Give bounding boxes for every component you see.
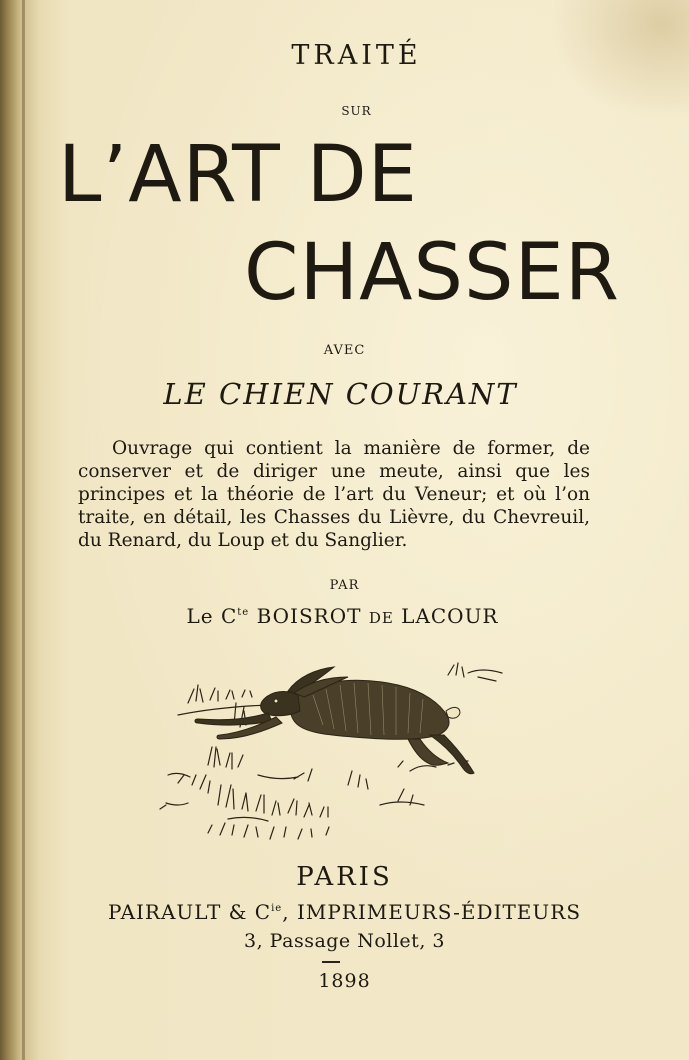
description-paragraph: Ouvrage qui contient la manière de former, de conserver et de diriger une meute, ainsi que les principes et la théorie de l’art du Veneur; et où l’on traite, en détail, les Chasses du Lièvre, du Chevreuil, du Renard, du Loup et du Sanglier.: [78, 438, 590, 551]
publication-year: 1898: [318, 970, 371, 992]
author-line: [0, 604, 687, 628]
author-prefix: Le C: [186, 604, 238, 628]
publisher-address: 3, Passage Nollet, 3: [244, 930, 445, 952]
by-label: PAR: [329, 578, 360, 593]
running-hare-engraving: [148, 655, 520, 845]
publisher-line: [0, 900, 689, 924]
publisher-role: , IMPRIMEURS-ÉDITEURS: [282, 900, 582, 924]
author-name: BOISROT: [256, 604, 362, 628]
title-art-de: L’ART DE: [58, 130, 418, 220]
city: PARIS: [296, 862, 393, 892]
author-prefix-sup: te: [237, 607, 250, 618]
title-sur: SUR: [341, 104, 372, 118]
title-chasser: CHASSER: [244, 228, 620, 318]
author-particle: DE: [368, 609, 394, 627]
author-surname: LACOUR: [401, 604, 499, 628]
title-avec: AVEC: [323, 343, 366, 358]
title-traite: TRAITÉ: [291, 40, 422, 71]
publisher-sup: ie: [271, 903, 283, 914]
title-chien-courant: LE CHIEN COURANT: [163, 377, 518, 411]
short-rule: [322, 961, 340, 963]
publisher-name: PAIRAULT & C: [107, 900, 272, 924]
